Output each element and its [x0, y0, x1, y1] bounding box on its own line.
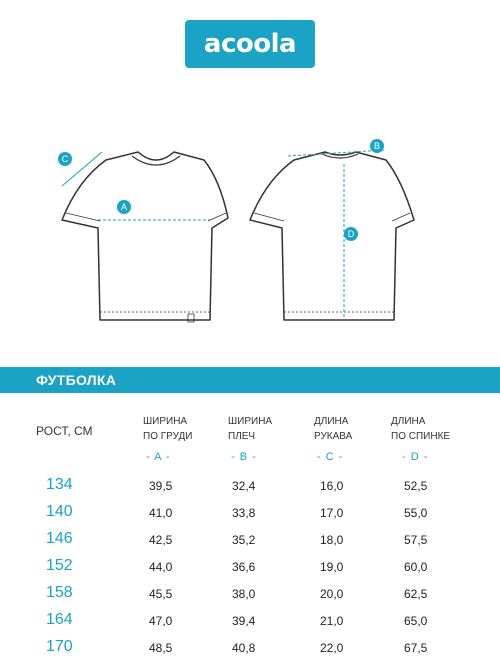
- shoulder-width-value: 40,8: [232, 641, 256, 655]
- back-length-value: 52,5: [404, 479, 428, 493]
- sleeve-length-value: 19,0: [320, 560, 344, 574]
- chest-width-value: 42,5: [149, 533, 173, 547]
- size-diagram: [0, 130, 500, 340]
- product-title-banner: [0, 367, 500, 393]
- chest-width-value: 39,5: [149, 479, 173, 493]
- sleeve-length-value: 22,0: [320, 641, 344, 655]
- table-row: [0, 584, 500, 610]
- column-header-a: ШИРИНА ПО ГРУДИ: [143, 416, 193, 442]
- height-value: 152: [46, 557, 73, 574]
- height-column-header: РОСТ, СМ: [36, 424, 93, 438]
- height-value: 170: [46, 638, 73, 655]
- label-d: [344, 227, 358, 241]
- height-value: 158: [46, 584, 73, 601]
- svg-text:B: B: [373, 141, 381, 151]
- label-c: [58, 152, 72, 166]
- back-length-value: 65,0: [404, 614, 428, 628]
- column-header-d: ДЛИНА ПО СПИНКЕ: [391, 416, 451, 442]
- shoulder-width-value: 32,4: [232, 479, 256, 493]
- chest-width-value: 47,0: [149, 614, 173, 628]
- back-length-value: 67,5: [404, 641, 428, 655]
- height-value: 164: [46, 611, 73, 628]
- height-value: 146: [46, 530, 73, 547]
- table-row: [0, 530, 500, 556]
- chest-width-value: 48,5: [149, 641, 173, 655]
- sleeve-length-value: 21,0: [320, 614, 344, 628]
- column-code-c: - C -: [317, 451, 344, 463]
- sleeve-length-value: 18,0: [320, 533, 344, 547]
- back-length-value: 62,5: [404, 587, 428, 601]
- sleeve-length-value: 16,0: [320, 479, 344, 493]
- sleeve-length-value: 17,0: [320, 506, 344, 520]
- svg-text:D: D: [347, 229, 355, 239]
- table-row: [0, 476, 500, 502]
- table-row: [0, 638, 500, 664]
- height-value: 140: [46, 503, 73, 520]
- chest-width-value: 44,0: [149, 560, 173, 574]
- shoulder-width-value: 38,0: [232, 587, 256, 601]
- shoulder-width-value: 36,6: [232, 560, 256, 574]
- sleeve-length-value: 20,0: [320, 587, 344, 601]
- back-length-value: 55,0: [404, 506, 428, 520]
- table-row: [0, 557, 500, 583]
- svg-text:A: A: [120, 202, 128, 212]
- chest-width-value: 45,5: [149, 587, 173, 601]
- shoulder-width-value: 39,4: [232, 614, 256, 628]
- shoulder-width-value: 33,8: [232, 506, 256, 520]
- svg-text:C: C: [61, 154, 69, 164]
- back-length-value: 60,0: [404, 560, 428, 574]
- label-b: [370, 139, 384, 153]
- label-a: [117, 200, 131, 214]
- table-row: [0, 611, 500, 637]
- brand-logo-text: acoola: [203, 29, 297, 59]
- table-row: [0, 503, 500, 529]
- height-value: 134: [46, 476, 73, 493]
- back-length-value: 57,5: [404, 533, 428, 547]
- chest-width-value: 41,0: [149, 506, 173, 520]
- shoulder-width-value: 35,2: [232, 533, 256, 547]
- brand-logo: [185, 20, 315, 68]
- column-code-a: - A -: [146, 451, 171, 463]
- column-header-c: ДЛИНА РУКАВА: [314, 416, 353, 442]
- tshirt-back-icon: [250, 152, 414, 320]
- column-code-d: - D -: [402, 451, 429, 463]
- column-code-b: - B -: [231, 451, 257, 463]
- tshirt-front-icon: [62, 152, 228, 322]
- measurement-lines: [62, 150, 384, 318]
- product-title: ФУТБОЛКА: [36, 372, 117, 388]
- column-header-b: ШИРИНА ПЛЕЧ: [228, 416, 273, 442]
